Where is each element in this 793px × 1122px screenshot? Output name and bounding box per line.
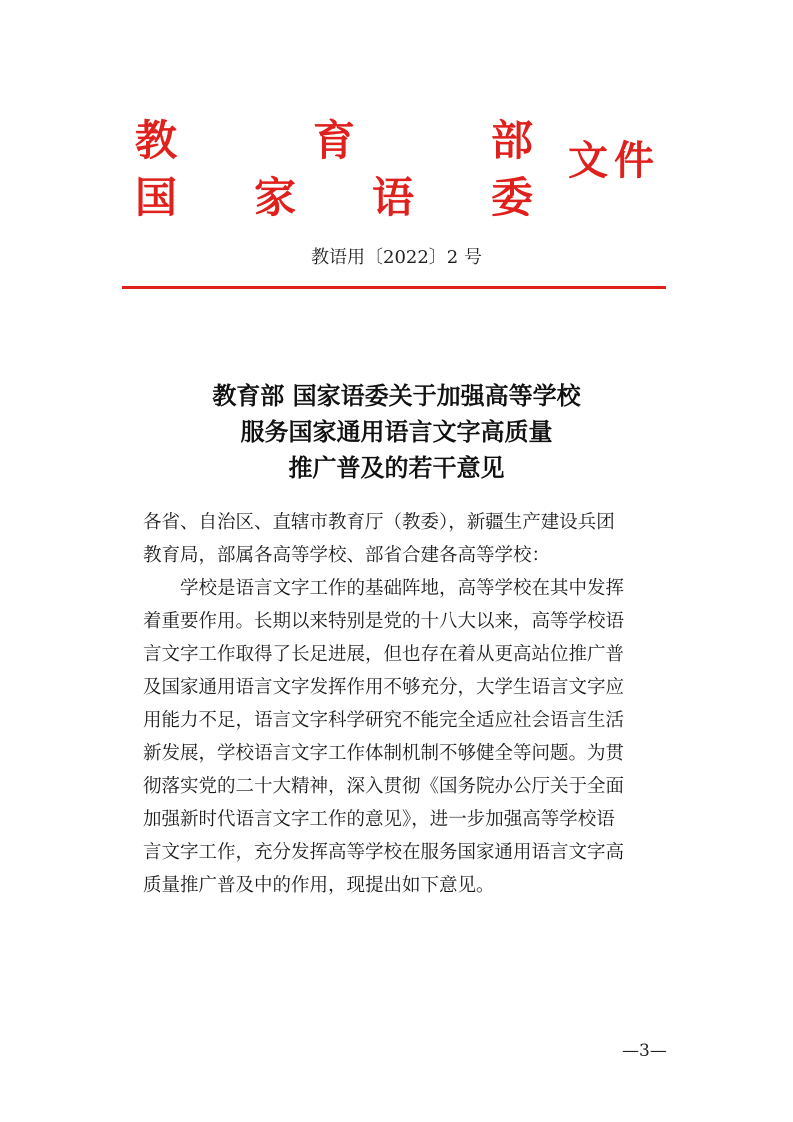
body-line: 及国家通用语言文字发挥作用不够充分，大学生语言文字应	[143, 677, 625, 698]
org-char: 育	[313, 116, 356, 165]
document-number: 教语用〔2022〕2 号	[311, 247, 482, 268]
org-char: 家	[254, 173, 297, 222]
body-line: 质量推广普及中的作用，现提出如下意见。	[143, 875, 495, 896]
title-line: 推广普及的若干意见	[288, 453, 505, 482]
body-line: 言文字工作取得了长足进展，但也存在着从更高站位推广普	[143, 644, 625, 665]
org-char: 教	[135, 116, 178, 165]
org-char: 国	[135, 173, 178, 222]
org-char: 语	[372, 173, 415, 222]
document-suffix: 文件	[568, 137, 660, 184]
title-line: 服务国家通用语言文字高质量	[240, 417, 553, 446]
body-text	[143, 506, 663, 902]
body-line: 教育局，部属各高等学校、部省合建各高等学校：	[143, 545, 551, 566]
body-line: 各省、自治区、直辖市教育厅（教委），新疆生产建设兵团	[143, 512, 615, 533]
org-char: 部	[491, 116, 534, 165]
body-line: 彻落实党的二十大精神，深入贯彻《国务院办公厅关于全面	[143, 776, 625, 797]
body-line: 学校是语言文字工作的基础阵地，高等学校在其中发挥	[143, 578, 625, 599]
title-line: 教育部 国家语委关于加强高等学校	[212, 381, 581, 410]
body-line: 用能力不足，语言文字科学研究不能完全适应社会语言生活	[143, 710, 625, 731]
body-line: 言文字工作，充分发挥高等学校在服务国家通用语言文字高	[143, 842, 625, 863]
page-number: —3—	[622, 1041, 667, 1061]
body-line: 着重要作用。长期以来特别是党的十八大以来，高等学校语	[143, 611, 625, 632]
red-divider	[122, 286, 666, 289]
body-line: 加强新时代语言文字工作的意见》，进一步加强高等学校语	[143, 809, 615, 830]
body-line: 新发展，学校语言文字工作体制机制不够健全等问题。为贯	[143, 743, 625, 764]
document-title	[0, 378, 793, 486]
org-char: 委	[491, 173, 534, 222]
issuing-org-row-2	[0, 174, 793, 224]
issuing-org-row-1	[0, 117, 793, 167]
